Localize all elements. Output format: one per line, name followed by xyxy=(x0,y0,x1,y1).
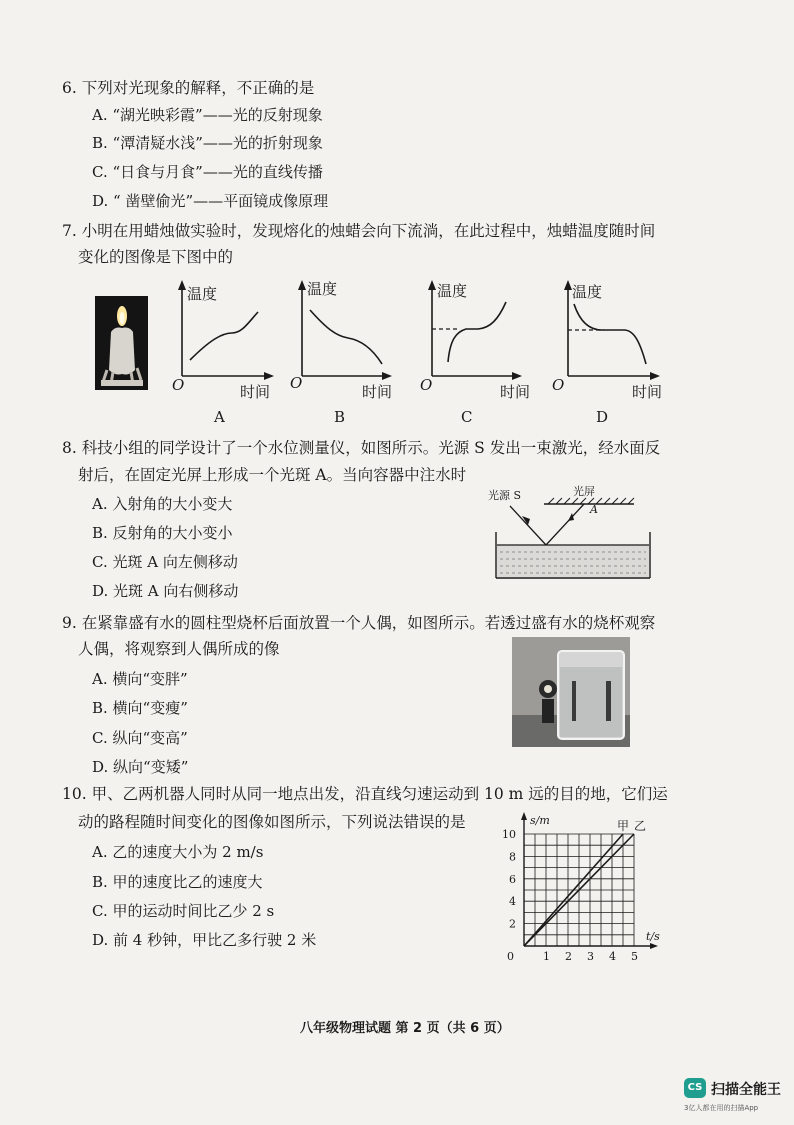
scanner-name: 扫描全能王 xyxy=(711,1082,781,1098)
beaker-photo xyxy=(512,637,630,747)
x-tick-label: 1 xyxy=(543,950,550,963)
graph-a-origin: O xyxy=(172,376,185,394)
q6-option-b: B. “潭清疑水浅”——光的折射现象 xyxy=(92,134,323,152)
graph-b-xlabel: 时间 xyxy=(362,383,393,401)
x-tick-label: 0 xyxy=(507,950,514,963)
q9-stem-line2: 人偶，将观察到人偶所成的像 xyxy=(78,640,280,658)
graph-a-xlabel: 时间 xyxy=(240,383,271,401)
y-tick-label: 6 xyxy=(509,872,516,886)
q8-option-c: C. 光斑 A 向左侧移动 xyxy=(92,553,238,571)
candle-photo xyxy=(95,296,148,390)
q10-option-a: A. 乙的速度大小为 2 m/s xyxy=(92,843,264,861)
q9-option-a: A. 横向“变胖” xyxy=(92,670,188,688)
x-tick-label: 5 xyxy=(631,950,638,963)
fig-screen-label: 光屏 xyxy=(573,485,595,498)
scanner-logo: CS xyxy=(684,1078,706,1098)
y-tick-label: 2 xyxy=(509,917,516,931)
graph-b-label: B xyxy=(334,408,346,426)
x-axis-label: t/s xyxy=(646,930,660,943)
fig-spot-label: A xyxy=(590,503,598,516)
beaker-illustration xyxy=(512,637,630,747)
q9-option-b: B. 横向“变瘦” xyxy=(92,699,188,717)
x-axis-arrow xyxy=(650,943,658,949)
q8-stem-line1: 8. 科技小组的同学设计了一个水位测量仪，如图所示。光源 S 发出一束激光，经水面反 xyxy=(62,439,661,457)
scanner-tagline: 3亿人都在用的扫描App xyxy=(684,1104,759,1112)
y-tick-label: 8 xyxy=(509,850,516,864)
fig-source-label: 光源 S xyxy=(488,489,522,502)
q10-stem-line2: 动的路程随时间变化的图像如图所示，下列说法错误的是 xyxy=(78,813,466,831)
x-tick-label: 2 xyxy=(565,950,572,963)
st-chart xyxy=(498,812,666,964)
graph-c-xlabel: 时间 xyxy=(500,383,531,401)
q6-option-d: D. “ 凿壁偷光”——平面镜成像原理 xyxy=(92,192,329,210)
y-axis-label: s/m xyxy=(530,814,550,827)
page-footer: 八年级物理试题 第 2 页（共 6 页） xyxy=(300,1021,510,1036)
graph-b-ylabel: 温度 xyxy=(307,280,338,298)
y-axis-arrow xyxy=(521,812,527,820)
q9-stem-line1: 9. 在紧靠盛有水的圆柱型烧杯后面放置一个人偶，如图所示。若透过盛有水的烧杯观察 xyxy=(62,614,656,632)
graph-d-label: D xyxy=(596,408,609,426)
scanner-watermark xyxy=(684,1078,788,1118)
x-tick-label: 4 xyxy=(609,950,616,963)
q6-option-c: C. “日食与月食”——光的直线传播 xyxy=(92,163,323,181)
graph-b-origin: O xyxy=(290,374,303,392)
series-label-yi: 乙 xyxy=(634,819,647,833)
q10-option-d: D. 前 4 秒钟，甲比乙多行驶 2 米 xyxy=(92,931,317,949)
q6-stem: 6. 下列对光现象的解释，不正确的是 xyxy=(62,79,315,97)
q7-stem-line1: 7. 小明在用蜡烛做实验时，发现熔化的烛蜡会向下流淌，在此过程中，烛蜡温度随时间 xyxy=(62,222,656,240)
graph-d-origin: O xyxy=(552,376,565,394)
graph-c-label: C xyxy=(461,408,473,426)
candle-illustration xyxy=(95,296,148,390)
q8-option-d: D. 光斑 A 向右侧移动 xyxy=(92,582,239,600)
q10-stem-line1: 10. 甲、乙两机器人同时从同一地点出发，沿直线匀速运动到 10 m 远的目的地，它们运 xyxy=(62,785,668,803)
graph-d-xlabel: 时间 xyxy=(632,383,663,401)
q8-stem-line2: 射后，在固定光屏上形成一个光斑 A。当向容器中注水时 xyxy=(78,466,467,484)
series-label-jia: 甲 xyxy=(617,819,630,833)
q8-option-b: B. 反射角的大小变小 xyxy=(92,524,233,542)
graph-c-origin: O xyxy=(420,376,433,394)
q9-option-c: C. 纵向“变高” xyxy=(92,729,188,747)
graph-a-ylabel: 温度 xyxy=(187,285,218,303)
q10-option-b: B. 甲的速度比乙的速度大 xyxy=(92,873,263,891)
graph-c-ylabel: 温度 xyxy=(437,282,468,300)
y-tick-label: 10 xyxy=(502,828,516,841)
q6-option-a: A. “湖光映彩霞”——光的反射现象 xyxy=(92,106,323,124)
graph-d-ylabel: 温度 xyxy=(572,283,603,301)
q7-stem-line2: 变化的图像是下图中的 xyxy=(78,248,234,266)
q8-option-a: A. 入射角的大小变大 xyxy=(92,495,233,513)
y-tick-label: 4 xyxy=(509,895,516,909)
q10-option-c: C. 甲的运动时间比乙少 2 s xyxy=(92,902,275,920)
q9-option-d: D. 纵向“变矮” xyxy=(92,758,189,776)
graph-a-label: A xyxy=(214,408,225,426)
x-tick-label: 3 xyxy=(587,950,594,963)
